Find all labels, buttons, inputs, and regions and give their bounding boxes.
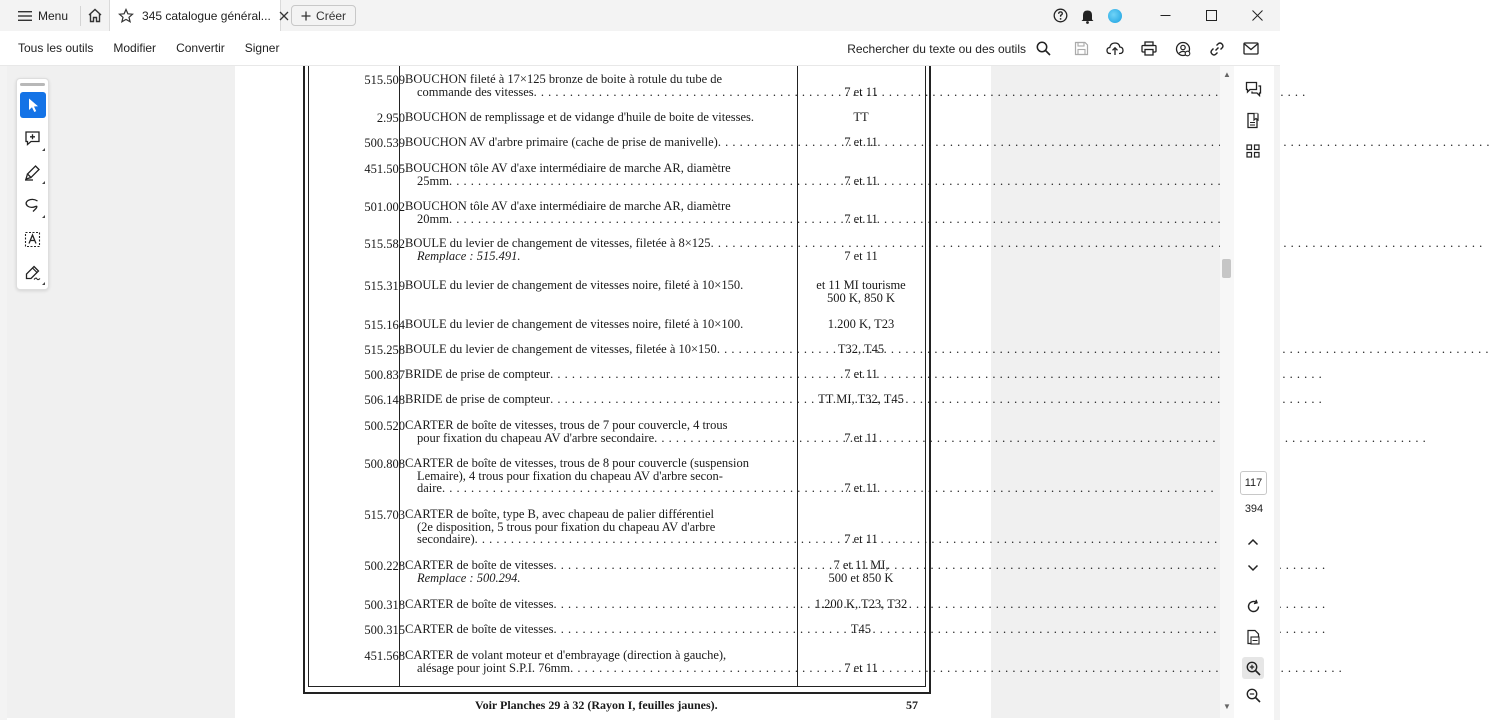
model-text: 7 et 11: [844, 367, 878, 381]
maximize-icon: [1206, 10, 1217, 21]
description-line: [405, 649, 797, 662]
part-reference: 500.315: [364, 623, 405, 637]
zoom-out-button[interactable]: [1242, 684, 1264, 706]
bell-icon: [1080, 8, 1095, 24]
zoom-in-button[interactable]: [1242, 657, 1264, 679]
description-line: [405, 343, 797, 356]
model-text: T32, T45: [837, 342, 885, 356]
model-text: 7 et 11: [844, 84, 878, 99]
close-window-icon: [1252, 10, 1263, 21]
description-text: BOUCHON AV d'arbre primaire (cache de prise de manivelle): [405, 135, 718, 149]
description-line: [405, 86, 797, 99]
description-text: BOULE du levier de changement de vitesses, filetée à 10×150: [405, 342, 717, 356]
model-text: 7 et 11: [844, 211, 878, 226]
model-text: TT: [853, 110, 869, 124]
menu-sign[interactable]: Signer: [244, 41, 280, 55]
application-models: [801, 432, 921, 445]
search-button[interactable]: [1032, 31, 1054, 66]
description-text: daire: [417, 481, 442, 495]
menu-convert[interactable]: Convertir: [176, 41, 225, 55]
bookmark-icon: [1245, 112, 1262, 129]
create-label: Créer: [316, 8, 347, 23]
description-text: Remplace : 500.294.: [417, 570, 521, 585]
description-text: BOUCHON de remplissage et de vidange d'huile de boite de vitesses.: [405, 110, 755, 124]
save-button[interactable]: [1064, 31, 1098, 66]
quick-tools-panel: [16, 78, 49, 290]
model-text: 7 et 11: [844, 532, 878, 546]
help-icon: [1053, 8, 1068, 23]
part-reference: 451.568: [364, 649, 405, 663]
description-line: [405, 368, 797, 381]
title-bar: [0, 0, 1280, 31]
description-line: [405, 111, 797, 124]
menu-all-tools[interactable]: Tous les outils: [18, 41, 94, 55]
leader-dots: [654, 432, 1426, 445]
description-line: [405, 662, 797, 675]
description-line: [405, 533, 797, 546]
select-tool[interactable]: [20, 92, 46, 118]
pdf-page: [235, 66, 991, 718]
description-line: [405, 175, 797, 188]
menu-label: Menu: [38, 8, 69, 23]
model-text: et 11 MI tourisme: [816, 278, 906, 292]
part-description: [405, 200, 797, 225]
model-text: T45: [850, 622, 872, 636]
mail-icon: [1243, 42, 1259, 55]
titlebar-right: [1047, 0, 1280, 31]
tool-options-indicator: [42, 282, 45, 285]
menu-button[interactable]: [0, 0, 80, 31]
description-line: [405, 559, 797, 572]
description-text: Lemaire), 4 trous pour fixation du chapeau AV d'arbre secon-: [417, 468, 723, 483]
part-description: [405, 343, 797, 356]
page-number: 57: [906, 698, 918, 712]
description-text: (2e disposition, 5 trous pour fixation du chapeau AV d'arbre: [417, 519, 716, 534]
tab-title: 345 catalogue général...: [142, 8, 271, 23]
notifications-button[interactable]: [1074, 0, 1101, 31]
description-text: BOUCHON tôle AV d'axe intermédiaire de marche AR, diamètre: [405, 161, 731, 175]
part-description: [405, 162, 797, 187]
description-line: [405, 279, 797, 292]
description-text: secondaire): [417, 532, 475, 546]
part-reference: 500.228: [364, 559, 405, 573]
add-comment-icon: [24, 130, 41, 147]
description-text: BOULE du levier de changement de vitesses, filetée à 8×125: [405, 236, 711, 250]
comments-panel-button[interactable]: [1242, 78, 1264, 100]
email-button[interactable]: [1234, 31, 1268, 66]
share-user-icon: [1175, 41, 1191, 57]
part-description: [405, 393, 797, 406]
rotate-button[interactable]: [1242, 595, 1264, 617]
description-text: pour fixation du chapeau AV d'arbre secondaire: [417, 430, 655, 445]
highlight-tool[interactable]: [20, 159, 46, 185]
application-models: [801, 393, 921, 406]
model-text: 7 et 11: [844, 481, 878, 495]
zoom-out-icon: [1246, 688, 1261, 703]
model-text: 7 et 11: [844, 660, 878, 675]
application-models: [801, 318, 921, 331]
scroll-down-icon: [1247, 564, 1259, 572]
model-text: TT MI, T32, T45: [818, 392, 904, 406]
previous-page-button[interactable]: [1242, 531, 1264, 553]
tool-options-indicator: [42, 215, 45, 218]
part-description: [405, 508, 797, 546]
left-rail: [0, 66, 7, 720]
plus-icon: [301, 11, 311, 21]
model-text: 7 et 11 MI,: [833, 558, 889, 572]
total-pages: 394: [1244, 503, 1264, 515]
create-button[interactable]: [291, 5, 356, 26]
part-reference: 500.520: [364, 419, 405, 433]
thumbnails-panel-button[interactable]: [1242, 140, 1264, 162]
description-line: [405, 73, 797, 86]
description-text: CARTER de boîte de vitesses: [405, 558, 554, 572]
tool-options-indicator: [42, 181, 45, 184]
tool-options-indicator: [42, 148, 45, 151]
part-reference: 515.258: [364, 343, 405, 357]
page-setup-button[interactable]: [1242, 626, 1264, 648]
leader-dots: [550, 368, 1322, 381]
part-description: [405, 649, 797, 674]
description-text: CARTER de volant moteur et d'embrayage (direction à gauche),: [405, 648, 727, 662]
add-comment-tool[interactable]: [20, 126, 46, 152]
description-line: [405, 508, 797, 521]
page-setup-icon: [1246, 629, 1261, 645]
upload-icon: [1106, 41, 1124, 56]
part-description: [405, 559, 797, 584]
application-models: [801, 250, 921, 263]
part-reference: 515.703: [364, 508, 405, 522]
part-reference: 515.319: [364, 279, 405, 293]
link-icon: [1209, 41, 1225, 57]
part-description: [405, 318, 797, 331]
scroll-arrow-up-icon[interactable]: ▲: [1223, 70, 1231, 79]
zoom-in-icon: [1246, 661, 1261, 676]
text-box-icon: [24, 231, 41, 248]
application-models: [801, 368, 921, 381]
rotate-icon: [1246, 599, 1261, 614]
application-models: [801, 598, 921, 611]
account-button[interactable]: [1101, 0, 1128, 31]
part-description: [405, 457, 797, 495]
leader-dots: [550, 393, 1322, 406]
part-reference: 500.318: [364, 598, 405, 612]
application-models: [801, 623, 921, 636]
application-models: [801, 533, 921, 546]
application-models: [801, 482, 921, 495]
scroll-up-icon: [1247, 538, 1259, 546]
description-line: [405, 623, 797, 636]
description-line: [405, 419, 797, 432]
description-line: [405, 457, 797, 470]
part-reference: 451.505: [364, 162, 405, 176]
model-text: 7 et 11: [844, 135, 878, 149]
description-text: BOULE du levier de changement de vitesses noire, fileté à 10×100.: [405, 317, 744, 331]
leader-dots: [554, 559, 1326, 572]
copy-link-button[interactable]: [1200, 31, 1234, 66]
fill-sign-tool[interactable]: [20, 260, 46, 286]
comments-icon: [1245, 81, 1262, 97]
description-line: [405, 432, 797, 445]
search-tools-label[interactable]: Rechercher du texte ou des outils: [847, 41, 1026, 56]
model-text: 500 et 850 K: [828, 570, 894, 585]
application-models: [801, 111, 921, 124]
description-text: BOULE du levier de changement de vitesses noire, fileté à 10×150.: [405, 278, 744, 292]
description-line: [405, 213, 797, 226]
app-toolbar: [0, 31, 1280, 66]
home-button[interactable]: [81, 0, 109, 31]
model-text: 1.200 K, T23, T32: [814, 597, 908, 611]
minimize-icon: [1160, 10, 1171, 21]
application-models: [801, 213, 921, 226]
description-text: BRIDE de prise de compteur: [405, 392, 551, 406]
save-icon: [1074, 41, 1089, 56]
avatar[interactable]: [1108, 9, 1122, 23]
highlight-pen-icon: [24, 164, 41, 181]
description-text: CARTER de boîte de vitesses: [405, 622, 554, 636]
fill-sign-icon: [24, 264, 41, 281]
application-models: [801, 559, 921, 584]
part-reference: 515.164: [364, 318, 405, 332]
document-viewport[interactable]: [7, 66, 1220, 718]
text-box-tool[interactable]: [20, 226, 46, 252]
description-line: [405, 482, 797, 495]
description-text: BOUCHON fileté à 17×125 bronze de boite à rotule du tube de: [405, 72, 723, 86]
description-text: 20mm: [417, 211, 449, 226]
next-page-button[interactable]: [1242, 557, 1264, 579]
description-line: [405, 318, 797, 331]
print-icon: [1141, 41, 1157, 56]
application-models: [801, 279, 921, 304]
description-line: [405, 250, 797, 263]
part-description: [405, 368, 797, 381]
search-icon: [1036, 41, 1051, 56]
description-text: 25mm: [417, 173, 449, 188]
close-icon[interactable]: [279, 11, 289, 21]
description-text: alésage pour joint S.P.I. 76mm: [417, 660, 571, 675]
help-button[interactable]: [1047, 0, 1074, 31]
document-tab[interactable]: [109, 0, 281, 31]
part-description: [405, 598, 797, 611]
toolbar-actions: [847, 31, 1268, 66]
leader-dots: [554, 623, 1326, 636]
model-text: 500 K, 850 K: [826, 290, 896, 305]
description-text: commande des vitesses: [417, 84, 534, 99]
part-reference: 515.582: [364, 237, 405, 251]
part-description: [405, 419, 797, 444]
application-models: [801, 343, 921, 356]
share-button[interactable]: [1166, 31, 1200, 66]
part-reference: 500.837: [364, 368, 405, 382]
part-description: [405, 623, 797, 636]
footer-note: Voir Planches 29 à 32 (Rayon I, feuilles jaunes).: [475, 698, 718, 712]
application-models: [801, 136, 921, 149]
description-text: CARTER de boîte, type B, avec chapeau de palier différentiel: [405, 507, 714, 521]
scroll-arrow-down-icon[interactable]: ▼: [1223, 702, 1231, 711]
bookmarks-panel-button[interactable]: [1242, 109, 1264, 131]
scrollbar-thumb[interactable]: [1222, 259, 1231, 278]
application-models: [801, 175, 921, 188]
star-icon[interactable]: [118, 8, 134, 24]
description-line: [405, 237, 797, 250]
select-arrow-icon: [26, 97, 40, 113]
leader-dots: [711, 237, 1483, 250]
description-line: [405, 162, 797, 175]
upload-button[interactable]: [1098, 31, 1132, 66]
description-text: CARTER de boîte de vitesses: [405, 597, 554, 611]
panel-grip[interactable]: [20, 83, 45, 86]
part-description: [405, 279, 797, 292]
draw-tool[interactable]: [20, 193, 46, 219]
part-description: [405, 73, 797, 98]
close-window-button[interactable]: [1234, 0, 1280, 31]
part-reference: 506.148: [364, 393, 405, 407]
current-page-input[interactable]: 117: [1240, 471, 1267, 495]
description-text: BRIDE de prise de compteur: [405, 367, 551, 381]
vertical-scrollbar[interactable]: [1220, 66, 1234, 718]
description-text: Remplace : 515.491.: [417, 248, 521, 263]
leader-dots: [554, 598, 1326, 611]
model-text: 1.200 K, T23: [827, 317, 895, 331]
home-icon: [87, 8, 103, 23]
model-text: 7 et 11: [844, 430, 878, 445]
maximize-button[interactable]: [1188, 0, 1234, 31]
window-edge: [1274, 66, 1280, 720]
part-description: [405, 237, 797, 262]
description-line: [405, 598, 797, 611]
draw-freehand-icon: [24, 197, 41, 214]
description-text: CARTER de boîte de vitesses, trous de 8 pour couvercle (suspension: [405, 456, 749, 470]
description-line: [405, 393, 797, 406]
print-button[interactable]: [1132, 31, 1166, 66]
part-description: [405, 136, 797, 149]
menu-edit[interactable]: Modifier: [113, 41, 157, 55]
part-reference: 515.509: [364, 73, 405, 87]
part-description: [405, 111, 797, 124]
application-models: [801, 86, 921, 99]
model-text: 7 et 11: [844, 173, 878, 188]
part-reference: 2.950: [376, 111, 405, 125]
description-text: CARTER de boîte de vitesses, trous de 7 pour couvercle, 4 trous: [405, 418, 728, 432]
description-line: [405, 572, 797, 585]
part-reference: 501.002: [364, 200, 405, 214]
description-line: [405, 200, 797, 213]
part-reference: 500.808: [364, 457, 405, 471]
application-models: [801, 662, 921, 675]
description-line: [405, 136, 797, 149]
part-reference: 500.539: [364, 136, 405, 150]
thumbnails-icon: [1246, 144, 1260, 158]
description-text: BOUCHON tôle AV d'axe intermédiaire de marche AR, diamètre: [405, 199, 731, 213]
model-text: 7 et 11: [844, 248, 878, 263]
minimize-button[interactable]: [1142, 0, 1188, 31]
menu-icon: [18, 10, 32, 22]
